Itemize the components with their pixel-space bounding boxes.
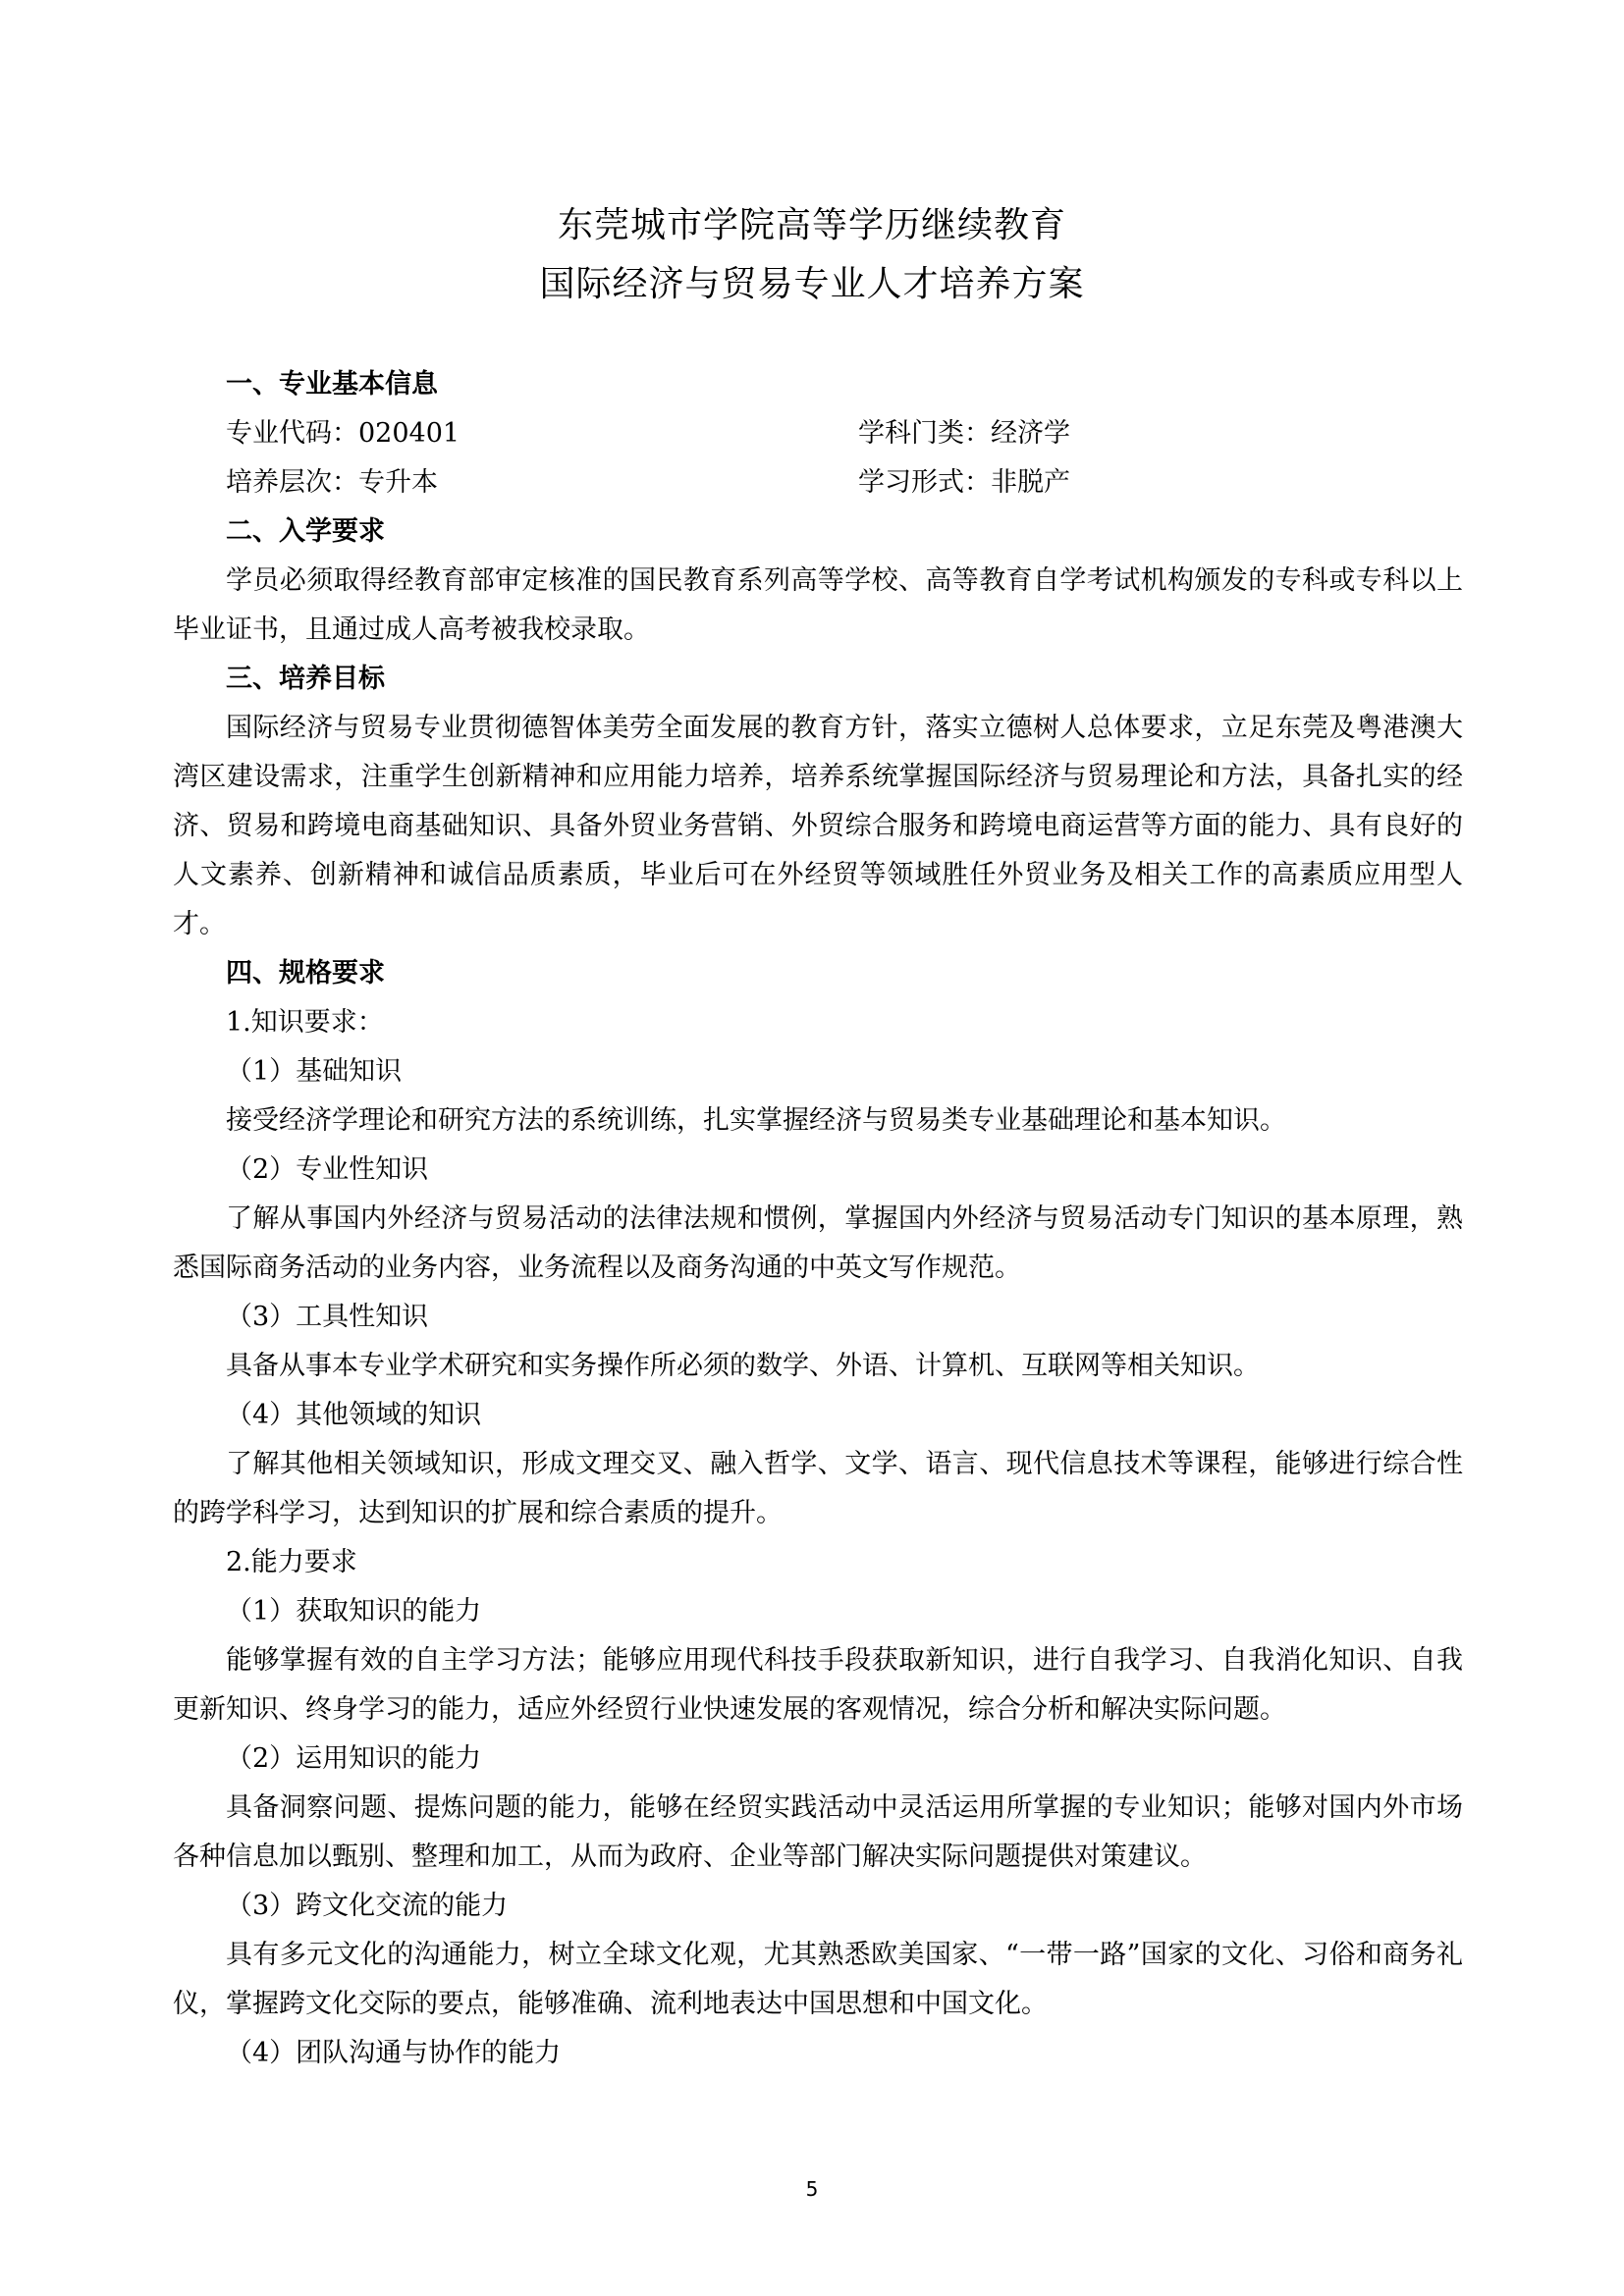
major-code: 专业代码：020401 — [226, 418, 460, 449]
k3-text: 具备从事本专业学术研究和实务操作所必须的数学、外语、计算机、互联网等相关知识。 — [226, 1351, 1260, 1381]
ability-title: 2.能力要求 — [226, 1547, 357, 1577]
a1-text: 能够掌握有效的自主学习方法；能够应用现代科技手段获取新知识，进行自我学习、自我消化知识、自我更新知识、终身学习的能力，适应外经贸行业快速发展的客观情况，综合分析和解决实际问题。 — [173, 1645, 1463, 1725]
k4-text: 了解其他相关领域知识，形成文理交叉、融入哲学、文学、语言、现代信息技术等课程，能够进行综合性的跨学科学习，达到知识的扩展和综合素质的提升。 — [173, 1449, 1463, 1528]
document-title — [0, 196, 1624, 314]
info-row-1 — [173, 409, 1463, 458]
section-heading-requirements: 四、规格要求 — [226, 958, 385, 988]
k2-text: 了解从事国内外经济与贸易活动的法律法规和惯例，掌握国内外经济与贸易活动专门知识的基本原理，熟悉国际商务活动的业务内容，业务流程以及商务沟通的中英文写作规范。 — [173, 1203, 1463, 1283]
a4-title: （4）团队沟通与协作的能力 — [226, 2038, 562, 2068]
info-row-2 — [173, 458, 1463, 507]
section-heading-basic-info: 一、专业基本信息 — [226, 369, 438, 400]
section-heading-objectives: 三、培养目标 — [226, 664, 385, 694]
k2-title: （2）专业性知识 — [226, 1154, 429, 1185]
knowledge-title: 1.知识要求： — [226, 1007, 384, 1038]
k1-title: （1）基础知识 — [226, 1056, 403, 1087]
a3-text: 具有多元文化的沟通能力，树立全球文化观，尤其熟悉欧美国家、“一带一路”国家的文化、习俗和商务礼仪，掌握跨文化交际的要点，能够准确、流利地表达中国思想和中国文化。 — [173, 1940, 1463, 2019]
admission-text: 学员必须取得经教育部审定核准的国民教育系列高等学校、高等教育自学考试机构颁发的专科或专科以上毕业证书，且通过成人高考被我校录取。 — [173, 565, 1463, 645]
subject-category: 学科门类：经济学 — [858, 418, 1070, 449]
study-form: 学习形式：非脱产 — [858, 467, 1070, 498]
objectives-text: 国际经济与贸易专业贯彻德智体美劳全面发展的教育方针，落实立德树人总体要求，立足东莞及粤港澳大湾区建设需求，注重学生创新精神和应用能力培养，培养系统掌握国际经济与贸易理论和方法，具备扎实的经济、贸易和跨境电商基础知识、具备外贸业务营销、外贸综合服务和跨境电商运营等方面的能力、具有良好的人文素养、创新精神和诚信品质素质，毕业后可在外经贸等领域胜任外贸业务及相关工作的高素质应用型人才。 — [173, 713, 1463, 939]
a2-title: （2）运用知识的能力 — [226, 1743, 482, 1774]
a3-title: （3）跨文化交流的能力 — [226, 1891, 509, 1921]
a2-text: 具备洞察问题、提炼问题的能力，能够在经贸实践活动中灵活运用所掌握的专业知识；能够对国内外市场各种信息加以甄别、整理和加工，从而为政府、企业等部门解决实际问题提供对策建议。 — [173, 1792, 1463, 1872]
k1-text: 接受经济学理论和研究方法的系统训练，扎实掌握经济与贸易类专业基础理论和基本知识。 — [226, 1105, 1286, 1136]
training-level: 培养层次：专升本 — [226, 467, 438, 498]
section-heading-admission: 二、入学要求 — [226, 516, 385, 547]
document-body — [173, 360, 1463, 2078]
title-line-1: 东莞城市学院高等学历继续教育 — [557, 205, 1066, 245]
page-number: 5 — [805, 2177, 819, 2201]
k3-title: （3）工具性知识 — [226, 1302, 429, 1332]
title-line-2: 国际经济与贸易专业人才培养方案 — [539, 264, 1085, 304]
a1-title: （1）获取知识的能力 — [226, 1596, 482, 1627]
k4-title: （4）其他领域的知识 — [226, 1400, 482, 1430]
